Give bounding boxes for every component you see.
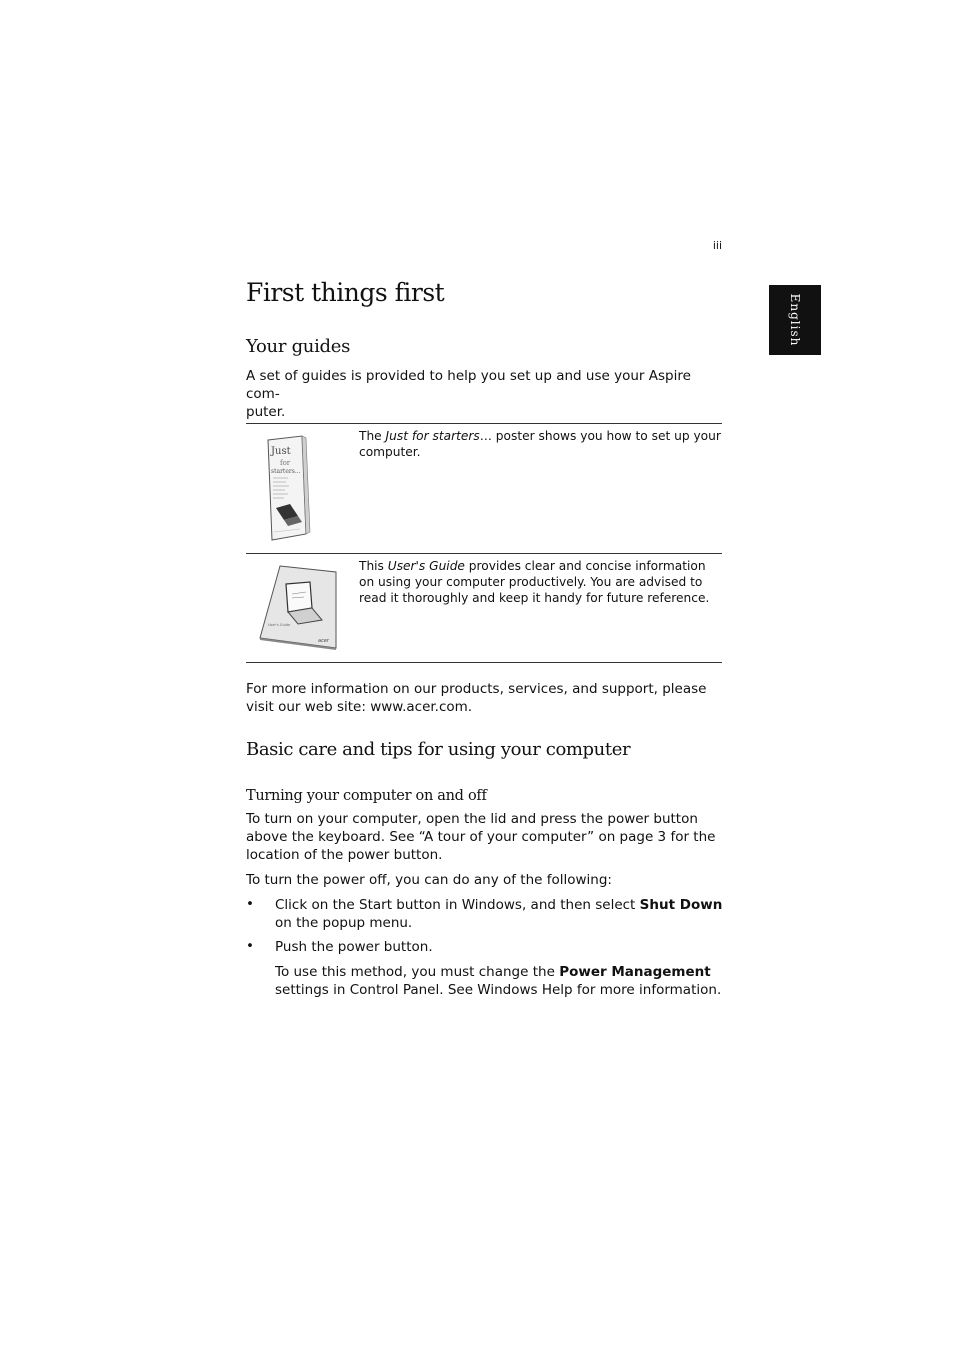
subsection-heading-turning-on-off: Turning your computer on and off	[246, 788, 487, 804]
bullet-marker: •	[246, 896, 254, 912]
guide-2-title: User's Guide	[387, 559, 465, 573]
svg-text:acer: acer	[318, 638, 329, 644]
language-tab-label: English	[788, 293, 802, 347]
guide-2-text-before: This	[359, 559, 388, 573]
table-rule-top	[246, 423, 722, 424]
guide-1-text-before: The	[359, 429, 386, 443]
svg-text:User's Guide: User's Guide	[268, 623, 291, 627]
just-for-starters-poster-image	[262, 432, 314, 542]
note-bold: Power Management	[559, 964, 711, 980]
guide-description-users-guide	[359, 558, 723, 606]
bullet-item-shut-down	[275, 896, 725, 932]
page-title: First things first	[246, 278, 445, 307]
bullet-1-text-before: Click on the Start button in Windows, and then select	[275, 897, 640, 913]
guide-description-just-for-starters	[359, 428, 723, 460]
section-heading-basic-care: Basic care and tips for using your computer	[246, 739, 631, 760]
poster-title-line-2: for	[280, 459, 291, 467]
table-rule-bottom	[246, 662, 722, 663]
guides-intro-line-2: puter.	[246, 404, 286, 420]
bullet-item-power-button: Push the power button.	[275, 939, 433, 955]
turn-on-paragraph: To turn on your computer, open the lid and press the power button above the keyboard. See “A tour of your computer” on page 3 for the location of the power button.	[246, 811, 716, 863]
guides-intro-line-1: A set of guides is provided to help you set up and use your Aspire com-	[246, 368, 691, 402]
bullet-marker: •	[246, 938, 254, 954]
section-heading-your-guides: Your guides	[246, 336, 351, 357]
guide-1-title: Just for starters	[385, 429, 480, 443]
guide-1-text-after: … poster shows you how to set up your computer.	[359, 429, 721, 459]
bullet-1-text-after: on the popup menu.	[275, 915, 413, 931]
language-tab	[769, 285, 821, 355]
poster-title-line-3: starters...	[271, 468, 301, 475]
poster-title-line-1: Just	[271, 446, 291, 457]
users-guide-book-image	[258, 564, 340, 650]
note-text-after: settings in Control Panel. See Windows Help for more information.	[275, 982, 722, 998]
guides-intro-paragraph	[246, 367, 724, 421]
page-number: iii	[712, 239, 722, 252]
table-rule-middle	[246, 553, 722, 554]
turn-off-intro-paragraph: To turn the power off, you can do any of the following:	[246, 872, 612, 888]
guide-2-text-after: provides clear and concise information on using your computer productively. You are advised to read it thoroughly and keep it handy for future reference.	[359, 559, 710, 605]
power-management-note	[275, 963, 735, 999]
bullet-1-bold: Shut Down	[639, 897, 723, 913]
note-text-before: To use this method, you must change the	[275, 964, 560, 980]
more-info-paragraph: For more information on our products, services, and support, please visit our web site: www.acer.com.	[246, 681, 707, 715]
